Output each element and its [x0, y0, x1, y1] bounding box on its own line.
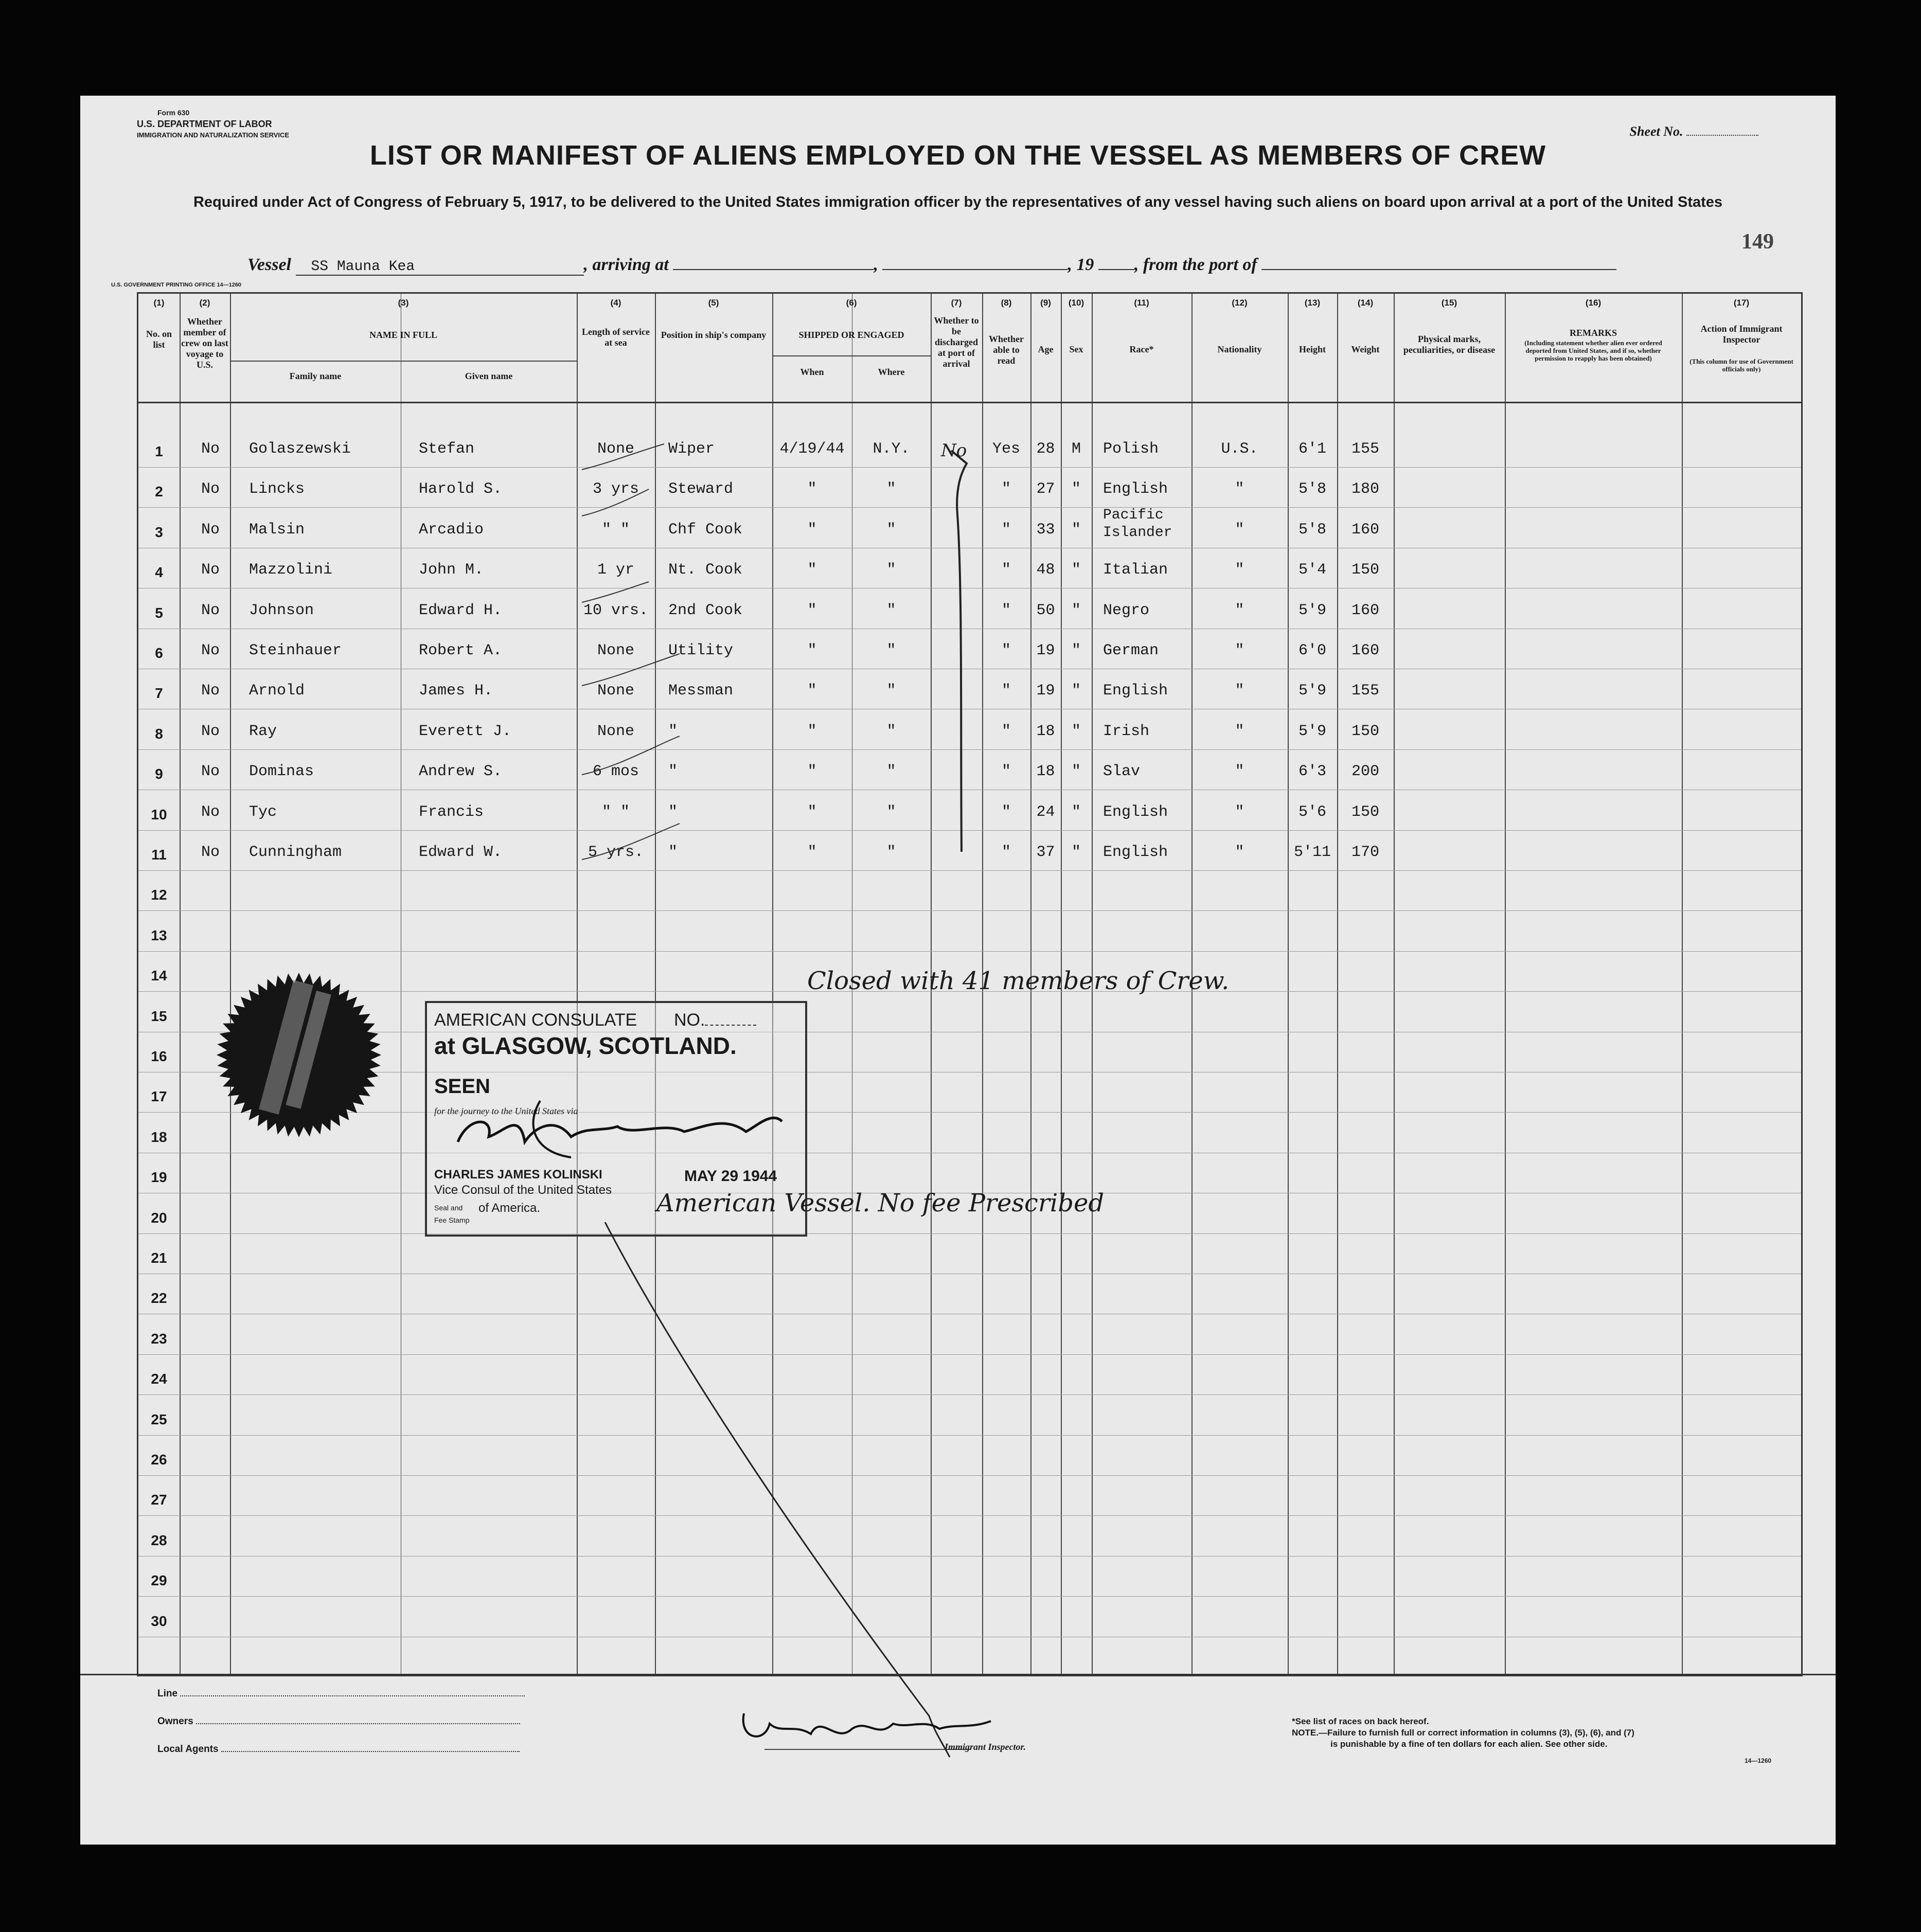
- col-head-race: Race*: [1129, 344, 1154, 354]
- weight-cell: 150: [1351, 561, 1379, 579]
- race-cell: English: [1103, 682, 1168, 700]
- row-number: 11: [151, 847, 167, 863]
- row-number: 21: [151, 1250, 167, 1266]
- weight-cell: 155: [1351, 682, 1379, 700]
- service-cell: 1 yr: [597, 561, 634, 579]
- race-cell: Slav: [1103, 763, 1141, 781]
- row-rule: [138, 1112, 1801, 1113]
- col-head-given-name: Given name: [465, 371, 513, 381]
- race-cell: Pacific Islander: [1103, 507, 1172, 541]
- col-head-when: When: [800, 367, 824, 377]
- col-head-weight: Weight: [1351, 344, 1380, 354]
- stamp-consul-title2: of America.: [478, 1201, 541, 1215]
- stamp-fee-label: Fee Stamp: [434, 1216, 470, 1224]
- read-cell: ": [1001, 722, 1011, 740]
- weight-cell: 150: [1351, 803, 1379, 821]
- service-cell: 10 vrs.: [583, 601, 649, 619]
- col-head-remarks-note: (Including statement whether alien ever ordered deported from United States, and if so, whether permission to reapply has been obtained): [1524, 339, 1662, 362]
- family-name-cell: Golaszewski: [249, 440, 351, 458]
- col-num-5: (5): [708, 298, 719, 308]
- position-cell: Steward: [668, 480, 734, 498]
- weight-cell: 170: [1351, 844, 1379, 861]
- col-head-age: Age: [1038, 344, 1054, 354]
- age-cell: 24: [1036, 803, 1055, 821]
- where-cell: ": [886, 682, 896, 700]
- sex-cell: ": [1071, 763, 1081, 781]
- col-head-name: NAME IN FULL: [369, 330, 437, 340]
- col-num-13: (13): [1304, 298, 1321, 308]
- where-cell: ": [886, 763, 896, 781]
- weight-cell: 150: [1351, 722, 1379, 740]
- where-cell: ": [886, 480, 896, 498]
- fee-note: American Vessel. No fee Prescribed: [656, 1189, 1105, 1218]
- row-number: 4: [155, 564, 163, 581]
- given-name-cell: Stefan: [419, 440, 475, 458]
- row-number: 1: [155, 443, 163, 459]
- col-head-nationality: Nationality: [1217, 344, 1262, 354]
- col-num-14: (14): [1357, 298, 1374, 308]
- page-subtitle: Required under Act of Congress of February 5, 1917, to be delivered to the United States immigration officer by the representatives of any vessel having such aliens on board upon arrival at a port of the United States: [193, 194, 1723, 210]
- family-name-cell: Arnold: [249, 682, 305, 700]
- nationality-cell: ": [1235, 521, 1244, 539]
- age-cell: 18: [1036, 763, 1055, 781]
- col-head-discharged: Whether to be discharged at port of arrival: [934, 315, 979, 369]
- row-number: 30: [151, 1613, 167, 1629]
- height-cell: 5'9: [1298, 682, 1326, 700]
- sex-cell: ": [1071, 601, 1081, 619]
- col-head-physical-marks: Physical marks, peculiarities, or disease: [1403, 334, 1496, 355]
- sex-cell: ": [1071, 521, 1081, 539]
- age-cell: 28: [1036, 440, 1055, 458]
- owners-label: Owners: [157, 1716, 193, 1727]
- when-cell: ": [807, 561, 817, 579]
- stamp-seal-label: Seal and: [434, 1204, 463, 1212]
- col-head-remarks: REMARKS: [1569, 328, 1617, 338]
- no-cell: No: [201, 561, 220, 579]
- position-cell: Utility: [668, 642, 734, 659]
- where-cell: N.Y.: [873, 440, 910, 458]
- stamp-journey: for the journey to the United States via: [434, 1106, 578, 1116]
- col-head-action: Action of Immigrant Inspector: [1700, 324, 1783, 345]
- read-cell: ": [1001, 763, 1011, 781]
- height-cell: 5'4: [1298, 561, 1326, 579]
- read-cell: ": [1001, 561, 1011, 579]
- service-name: IMMIGRATION AND NATURALIZATION SERVICE: [137, 131, 290, 139]
- line-label: Line: [157, 1688, 178, 1699]
- row-number: 5: [155, 604, 163, 621]
- printer-mark: U.S. GOVERNMENT PRINTING OFFICE 14—1260: [111, 282, 242, 288]
- where-cell: ": [886, 642, 896, 659]
- given-name-cell: Edward H.: [419, 601, 503, 619]
- read-cell: ": [1001, 682, 1011, 700]
- race-cell: English: [1103, 844, 1168, 861]
- col-num-16: (16): [1585, 298, 1602, 308]
- no-cell: No: [201, 601, 220, 619]
- where-cell: ": [886, 722, 896, 740]
- nationality-cell: ": [1235, 763, 1244, 781]
- where-cell: ": [886, 561, 896, 579]
- service-cell: None: [597, 440, 634, 458]
- weight-cell: 160: [1351, 642, 1379, 659]
- service-cell: None: [597, 642, 634, 659]
- read-cell: ": [1001, 803, 1011, 821]
- sex-cell: ": [1071, 561, 1081, 579]
- no-cell: No: [201, 642, 220, 659]
- nationality-cell: ": [1235, 803, 1244, 821]
- race-cell: English: [1103, 480, 1168, 498]
- nationality-cell: ": [1235, 601, 1244, 619]
- no-cell: No: [201, 682, 220, 700]
- age-cell: 18: [1036, 722, 1055, 740]
- family-name-cell: Mazzolini: [249, 561, 333, 579]
- family-name-cell: Steinhauer: [249, 642, 342, 659]
- stamp-no-label: NO.: [674, 1010, 756, 1030]
- stamp-line1: AMERICAN CONSULATE: [434, 1010, 637, 1030]
- age-cell: 48: [1036, 561, 1055, 579]
- nationality-cell: ": [1235, 642, 1244, 659]
- stamp-consul-name: CHARLES JAMES KOLINSKI: [434, 1168, 602, 1182]
- sex-cell: ": [1071, 642, 1081, 659]
- form-code: 14—1260: [1745, 1757, 1772, 1764]
- row-number: 17: [151, 1088, 167, 1105]
- col-num-15: (15): [1441, 298, 1457, 308]
- col-num-4: (4): [610, 298, 621, 308]
- no-cell: No: [201, 722, 220, 740]
- col-head-sex: Sex: [1069, 344, 1083, 354]
- arriving-label: , arriving at: [583, 255, 669, 274]
- col-num-8: (8): [1001, 298, 1012, 308]
- service-cell: None: [597, 682, 634, 700]
- position-cell: ": [668, 803, 678, 821]
- family-name-cell: Johnson: [249, 601, 314, 619]
- note-failure: NOTE.—Failure to furnish full or correct information in columns (3), (5), (6), and (7): [1292, 1728, 1634, 1738]
- nationality-cell: U.S.: [1221, 440, 1258, 458]
- service-cell: 5 yrs.: [588, 844, 644, 861]
- nationality-cell: ": [1235, 844, 1244, 861]
- nationality-cell: ": [1235, 722, 1244, 740]
- no-cell: No: [201, 440, 220, 458]
- note-fine: is punishable by a fine of ten dollars for each alien. See other side.: [1330, 1739, 1608, 1749]
- position-cell: Messman: [668, 682, 734, 700]
- height-cell: 6'1: [1298, 440, 1326, 458]
- given-name-cell: James H.: [419, 682, 493, 700]
- sex-cell: ": [1071, 844, 1081, 861]
- sex-cell: ": [1071, 803, 1081, 821]
- col-head-shipped: SHIPPED OR ENGAGED: [798, 330, 904, 340]
- page-title: LIST OR MANIFEST OF ALIENS EMPLOYED ON THE VESSEL AS MEMBERS OF CREW: [369, 140, 1546, 171]
- read-cell: ": [1001, 521, 1011, 539]
- row-number: 13: [151, 927, 167, 943]
- local-agents-label: Local Agents: [157, 1744, 219, 1755]
- race-cell: Negro: [1103, 601, 1150, 619]
- read-cell: ": [1001, 642, 1011, 659]
- height-cell: 6'0: [1298, 642, 1326, 659]
- row-number: 18: [151, 1129, 167, 1145]
- check-marks: [577, 294, 734, 937]
- row-rule: [138, 870, 1801, 871]
- read-cell: Yes: [992, 440, 1020, 458]
- row-number: 6: [155, 645, 163, 661]
- row-number: 9: [155, 766, 163, 782]
- row-number: 10: [151, 806, 167, 822]
- sex-cell: ": [1071, 480, 1081, 498]
- col-head-height: Height: [1299, 344, 1326, 354]
- race-cell: Polish: [1103, 440, 1159, 458]
- col-num-17: (17): [1733, 298, 1750, 308]
- weight-cell: 160: [1351, 521, 1379, 539]
- discharge-bracket-mark: [931, 433, 982, 854]
- family-name-cell: Malsin: [249, 521, 305, 539]
- discharge-mark: No: [941, 440, 967, 461]
- given-name-cell: Harold S.: [419, 480, 503, 498]
- row-number: 22: [151, 1290, 167, 1307]
- no-cell: No: [201, 521, 220, 539]
- no-cell: No: [201, 480, 220, 498]
- when-cell: 4/19/44: [779, 440, 845, 458]
- service-cell: None: [597, 722, 634, 740]
- position-cell: Chf Cook: [668, 521, 743, 539]
- stamp-line2: at GLASGOW, SCOTLAND.: [434, 1032, 737, 1059]
- when-cell: ": [807, 722, 817, 740]
- age-cell: 37: [1036, 844, 1055, 861]
- sex-cell: M: [1071, 440, 1081, 458]
- row-number: 19: [151, 1169, 167, 1186]
- age-cell: 33: [1036, 521, 1055, 539]
- position-cell: Nt. Cook: [668, 561, 743, 579]
- row-number: 2: [155, 484, 163, 500]
- col-head-no: No. on list: [146, 329, 172, 350]
- footer-note: [1292, 1716, 1771, 1766]
- given-name-cell: John M.: [419, 561, 484, 579]
- service-cell: 6 mos: [592, 763, 639, 781]
- service-cell: " ": [601, 803, 630, 821]
- manifest-sheet: [80, 96, 1836, 1845]
- position-cell: ": [668, 763, 678, 781]
- department-name: U.S. DEPARTMENT OF LABOR: [137, 119, 272, 129]
- row-number: 28: [151, 1532, 167, 1548]
- nationality-cell: ": [1235, 682, 1244, 700]
- where-cell: ": [886, 803, 896, 821]
- row-number: 20: [151, 1209, 167, 1226]
- row-number: 8: [155, 725, 163, 742]
- col-head-where: Where: [878, 367, 905, 377]
- weight-cell: 200: [1351, 763, 1379, 781]
- family-name-cell: Ray: [249, 722, 277, 740]
- age-cell: 27: [1036, 480, 1055, 498]
- given-name-cell: Everett J.: [419, 722, 512, 740]
- row-number: 25: [151, 1411, 167, 1427]
- nationality-cell: ": [1235, 480, 1244, 498]
- given-name-cell: Edward W.: [419, 844, 503, 861]
- position-cell: ": [668, 722, 678, 740]
- where-cell: ": [886, 844, 896, 861]
- col-head-family-name: Family name: [289, 371, 342, 381]
- height-cell: 5'9: [1298, 722, 1326, 740]
- race-cell: German: [1103, 642, 1159, 659]
- race-cell: Italian: [1103, 561, 1168, 579]
- family-name-cell: Dominas: [249, 763, 314, 781]
- row-number: 26: [151, 1452, 167, 1468]
- col-num-10: (10): [1068, 298, 1084, 308]
- when-cell: ": [807, 682, 817, 700]
- position-cell: Wiper: [668, 440, 715, 458]
- row-number: 12: [151, 887, 167, 903]
- height-cell: 6'3: [1298, 763, 1326, 781]
- read-cell: ": [1001, 601, 1011, 619]
- no-cell: No: [201, 803, 220, 821]
- vessel-name: SS Mauna Kea: [311, 259, 415, 275]
- sheet-number-label: Sheet No.: [1630, 124, 1759, 139]
- col-num-3: (3): [398, 298, 409, 308]
- when-cell: ": [807, 844, 817, 861]
- year-label: , 19: [1068, 255, 1094, 274]
- position-cell: 2nd Cook: [668, 601, 743, 619]
- row-number: 24: [151, 1371, 167, 1387]
- height-cell: 5'9: [1298, 601, 1326, 619]
- col-num-7: (7): [951, 298, 962, 308]
- inspector-label: Immigrant Inspector.: [945, 1742, 1026, 1752]
- given-name-cell: Francis: [419, 803, 484, 821]
- read-cell: ": [1001, 480, 1011, 498]
- footer-rule: [80, 1674, 1836, 1675]
- read-cell: ": [1001, 844, 1011, 861]
- note-races: *See list of races on back hereof.: [1292, 1716, 1429, 1726]
- given-name-cell: Robert A.: [419, 642, 503, 659]
- nationality-cell: ": [1235, 561, 1244, 579]
- from-port-label: , from the port of: [1134, 255, 1257, 274]
- col-head-position: Position in ship's company: [661, 330, 767, 340]
- col-num-9: (9): [1040, 298, 1051, 308]
- row-number: 14: [151, 968, 167, 984]
- where-cell: ": [886, 521, 896, 539]
- closing-note: Closed with 41 members of Crew.: [807, 967, 1230, 995]
- service-cell: 3 yrs: [592, 480, 639, 498]
- col-num-6: (6): [846, 298, 857, 308]
- age-cell: 19: [1036, 642, 1055, 659]
- stamp-seen: SEEN: [434, 1075, 490, 1098]
- height-cell: 5'11: [1293, 844, 1331, 861]
- col-head-read: Whether able to read: [989, 334, 1024, 366]
- col-num-2: (2): [199, 298, 210, 308]
- when-cell: ": [807, 803, 817, 821]
- weight-cell: 180: [1351, 480, 1379, 498]
- page-number: 149: [1741, 230, 1774, 254]
- col-head-action-note: (This column for use of Government officials only): [1689, 357, 1793, 373]
- when-cell: ": [807, 763, 817, 781]
- sex-cell: ": [1071, 682, 1081, 700]
- family-name-cell: Tyc: [249, 803, 277, 821]
- row-number: 15: [151, 1008, 167, 1024]
- row-number: 27: [151, 1492, 167, 1508]
- family-name-cell: Cunningham: [249, 844, 342, 861]
- height-cell: 5'8: [1298, 521, 1326, 539]
- race-cell: English: [1103, 803, 1168, 821]
- no-cell: No: [201, 763, 220, 781]
- vice-consul-signature: [448, 1096, 797, 1162]
- col-head-service: Length of service at sea: [582, 327, 650, 348]
- row-number: 7: [155, 685, 163, 702]
- weight-cell: 160: [1351, 601, 1379, 619]
- when-cell: ": [807, 601, 817, 619]
- family-name-cell: Lincks: [249, 480, 305, 498]
- service-cell: " ": [601, 521, 630, 539]
- row-rule: [138, 910, 1801, 911]
- given-name-cell: Andrew S.: [419, 763, 503, 781]
- stamp-consul-title1: Vice Consul of the United States: [434, 1183, 612, 1197]
- row-number: 29: [151, 1572, 167, 1589]
- sex-cell: ": [1071, 722, 1081, 740]
- age-cell: 19: [1036, 682, 1055, 700]
- position-cell: ": [668, 844, 678, 861]
- col-head-last-voyage: Whether member of crew on last voyage to U.S.: [181, 316, 228, 370]
- row-number: 23: [151, 1330, 167, 1347]
- given-name-cell: Arcadio: [419, 521, 484, 539]
- form-info: [137, 107, 289, 141]
- height-cell: 5'6: [1298, 803, 1326, 821]
- no-cell: No: [201, 844, 220, 861]
- vessel-line: Vessel SS Mauna Kea , arriving at , , 19 , from the port of: [247, 255, 1616, 276]
- vessel-label: Vessel: [247, 255, 291, 274]
- race-cell: Irish: [1103, 722, 1150, 740]
- pen-line: [595, 1222, 986, 1762]
- row-number: 16: [151, 1048, 167, 1064]
- col-num-11: (11): [1134, 298, 1149, 308]
- form-number: Form 630: [157, 109, 190, 117]
- when-cell: ": [807, 521, 817, 539]
- stamp-date: MAY 29 1944: [684, 1168, 777, 1185]
- consular-seal: [214, 970, 384, 1140]
- col-num-12: (12): [1232, 298, 1248, 308]
- footer-fields: [157, 1680, 525, 1763]
- weight-cell: 155: [1351, 440, 1379, 458]
- height-cell: 5'8: [1298, 480, 1326, 498]
- col-num-1: (1): [153, 298, 165, 308]
- age-cell: 50: [1036, 601, 1055, 619]
- when-cell: ": [807, 642, 817, 659]
- row-number: 3: [155, 524, 163, 540]
- row-rule: [138, 951, 1801, 952]
- where-cell: ": [886, 601, 896, 619]
- when-cell: ": [807, 480, 817, 498]
